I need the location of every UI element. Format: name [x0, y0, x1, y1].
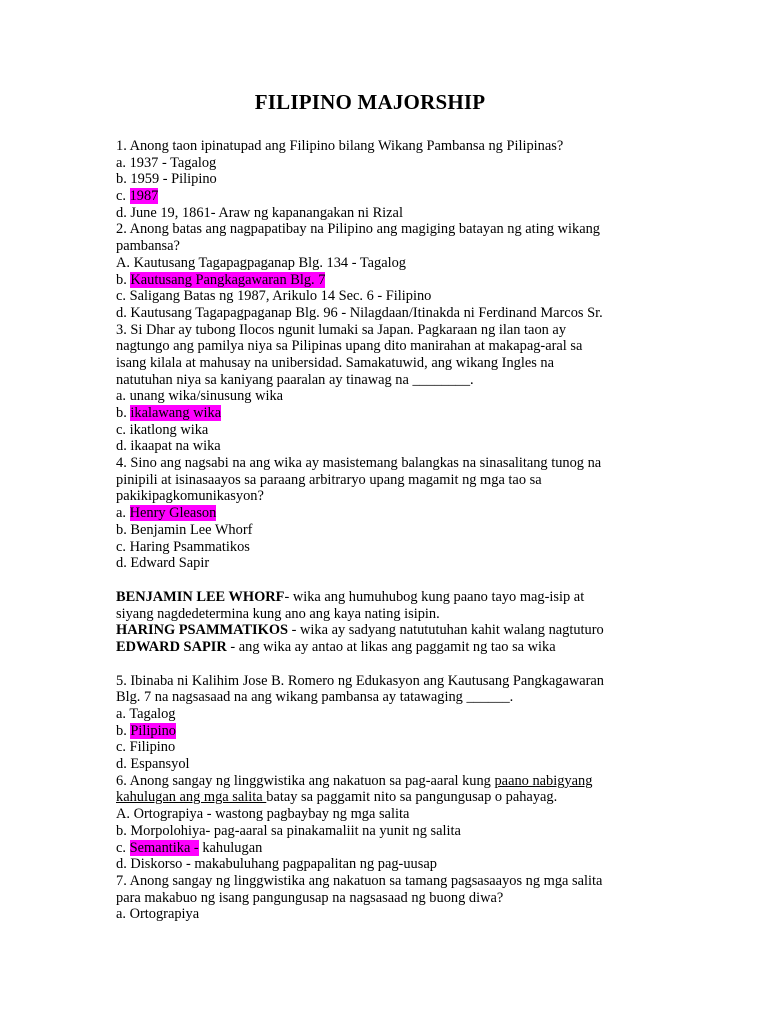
q7-stem-line-2: para makabuo ng isang pangungusap na nagsasaad ng buong diwa?	[116, 889, 504, 906]
q3-option-d: d. ikaapat na wika	[116, 438, 221, 455]
q5-answer-highlight: Pilipino	[130, 722, 176, 739]
q4-answer-highlight: Henry Gleason	[129, 505, 217, 522]
q6-answer-highlight: Semantika -	[129, 839, 199, 856]
q2-option-b	[116, 272, 656, 289]
document-title: FILIPINO MAJORSHIP	[254, 90, 486, 114]
q3-option-a: a. unang wika/sinusung wika	[116, 388, 284, 405]
q6-option-c-prefix: c.	[116, 839, 130, 856]
q3-option-b-prefix: b.	[116, 405, 131, 421]
q2-option-c: c. Saligang Batas ng 1987, Arikulo 14 Sec. 6 - Filipino	[116, 288, 432, 305]
note-sapir-name: EDWARD SAPIR	[116, 638, 227, 655]
q5-stem-line-1: 5. Ibinaba ni Kalihim Jose B. Romero ng Edukasyon ang Kautusang Pangkagawaran	[116, 672, 604, 689]
q6-stem-text-2: batay sa paggamit nito sa pangungusap o pahayag.	[266, 789, 558, 806]
q4-option-a	[116, 505, 656, 522]
q5-option-c: c. Filipino	[116, 739, 176, 756]
note-psammatikos	[116, 622, 656, 639]
q2-option-a: A. Kautusang Tagapagpaganap Blg. 134 - Tagalog	[116, 254, 406, 271]
q4-option-d: d. Edward Sapir	[116, 555, 210, 572]
q5-option-b	[116, 723, 656, 740]
note-psammatikos-text: - wika ay sadyang natututuhan kahit walang nagtuturo	[288, 622, 604, 639]
q6-option-c	[116, 840, 656, 857]
q5-option-a: a. Tagalog	[116, 706, 176, 722]
q3-stem-line-3: isang kilala at mahusay na unibersidad. Samakatuwid, ang wikang Ingles na	[116, 354, 555, 371]
q3-stem-line-2: nagtungo ang pamilya niya sa Pilipinas upang dito manirahan at makapag-aral sa	[116, 338, 583, 355]
q1-answer-highlight: 1987	[129, 188, 159, 205]
q3-stem-line-4: natutuhan niya sa kaniyang paaralan ay tinawag na ________.	[116, 371, 474, 388]
q3-stem-line-1: 3. Si Dhar ay tubong Ilocos ngunit lumaki sa Japan. Pagkaraan ng ilan taon ay	[116, 321, 567, 338]
q5-option-d: d. Espansyol	[116, 756, 190, 773]
q1-option-d: d. June 19, 1861- Araw ng kapanangakan ni Rizal	[116, 204, 403, 221]
q4-option-a-prefix: a.	[116, 505, 130, 522]
q2-stem-line-2: pambansa?	[116, 238, 180, 255]
note-sapir-text: - ang wika ay antao at likas ang paggamit ng tao sa wika	[226, 638, 556, 655]
q1-option-b: b. 1959 - Pilipino	[116, 171, 217, 188]
q2-answer-highlight: Kautusang Pangkagawaran Blg. 7	[130, 271, 326, 288]
q4-option-c: c. Haring Psammatikos	[116, 538, 250, 555]
q7-option-a: a. Ortograpiya	[116, 906, 200, 923]
q6-stem-line-2	[116, 789, 656, 806]
q3-option-b	[116, 405, 656, 422]
q6-option-d: d. Diskorso - makabuluhang pagpapalitan ng pag-uusap	[116, 856, 437, 873]
note-whorf-line-2: siyang nagdedetermina kung ano ang kaya nating isipin.	[116, 605, 440, 622]
q3-option-c: c. ikatlong wika	[116, 421, 209, 438]
q3-answer-highlight: ikalawang wika	[130, 405, 222, 421]
note-whorf-name: BENJAMIN LEE WHORF	[116, 588, 285, 605]
q6-stem-underlined-2: kahulugan ang mga salita	[116, 789, 267, 806]
document-body	[116, 138, 656, 923]
q4-stem-line-1: 4. Sino ang nagsabi na ang wika ay masistemang balangkas na sinasalitang tunog na	[116, 455, 602, 472]
q6-stem-line-1	[116, 773, 656, 790]
note-whorf-text: - wika ang humuhubog kung paano tayo mag-isip at	[284, 588, 585, 605]
note-whorf-line-1	[116, 589, 656, 606]
q1-option-c-prefix: c.	[116, 188, 130, 205]
note-sapir	[116, 639, 656, 656]
q4-stem-line-2: pinipili at isinasaayos sa paraang arbitraryo upang magamit ng mga tao sa	[116, 471, 542, 488]
q4-option-b: b. Benjamin Lee Whorf	[116, 521, 253, 538]
q6-stem-text: 6. Anong sangay ng linggwistika ang nakatuon sa pag-aaral kung	[116, 772, 495, 789]
q6-option-c-rest: kahulugan	[198, 839, 263, 856]
q2-option-d: d. Kautusang Tagapagpaganap Blg. 96 - Nilagdaan/Itinakda ni Ferdinand Marcos Sr.	[116, 304, 603, 321]
section-spacer	[116, 656, 656, 673]
q6-option-b: b. Morpolohiya- pag-aaral sa pinakamaliit na yunit ng salita	[116, 822, 461, 839]
q7-stem-line-1: 7. Anong sangay ng linggwistika ang nakatuon sa tamang pagsasaayos ng mga salita	[116, 872, 603, 889]
q1-option-c	[116, 188, 656, 205]
q6-stem-underlined: paano nabigyang	[494, 772, 593, 789]
q5-option-b-prefix: b.	[116, 722, 131, 739]
note-psammatikos-name: HARING PSAMMATIKOS	[116, 622, 289, 639]
q2-stem-line-1: 2. Anong batas ang nagpapatibay na Pilipino ang magiging batayan ng ating wikang	[116, 221, 600, 238]
q5-stem-line-2: Blg. 7 na nagsasaad na ang wikang pambansa ay tatawaging ______.	[116, 689, 514, 706]
section-spacer	[116, 572, 656, 589]
q1-stem: 1. Anong taon ipinatupad ang Filipino bilang Wikang Pambansa ng Pilipinas?	[116, 138, 564, 154]
q4-stem-line-3: pakikipagkomunikasyon?	[116, 488, 264, 505]
q6-option-a: A. Ortograpiya - wastong pagbaybay ng mga salita	[116, 806, 410, 823]
q2-option-b-prefix: b.	[116, 271, 131, 288]
q1-option-a: a. 1937 - Tagalog	[116, 154, 217, 171]
